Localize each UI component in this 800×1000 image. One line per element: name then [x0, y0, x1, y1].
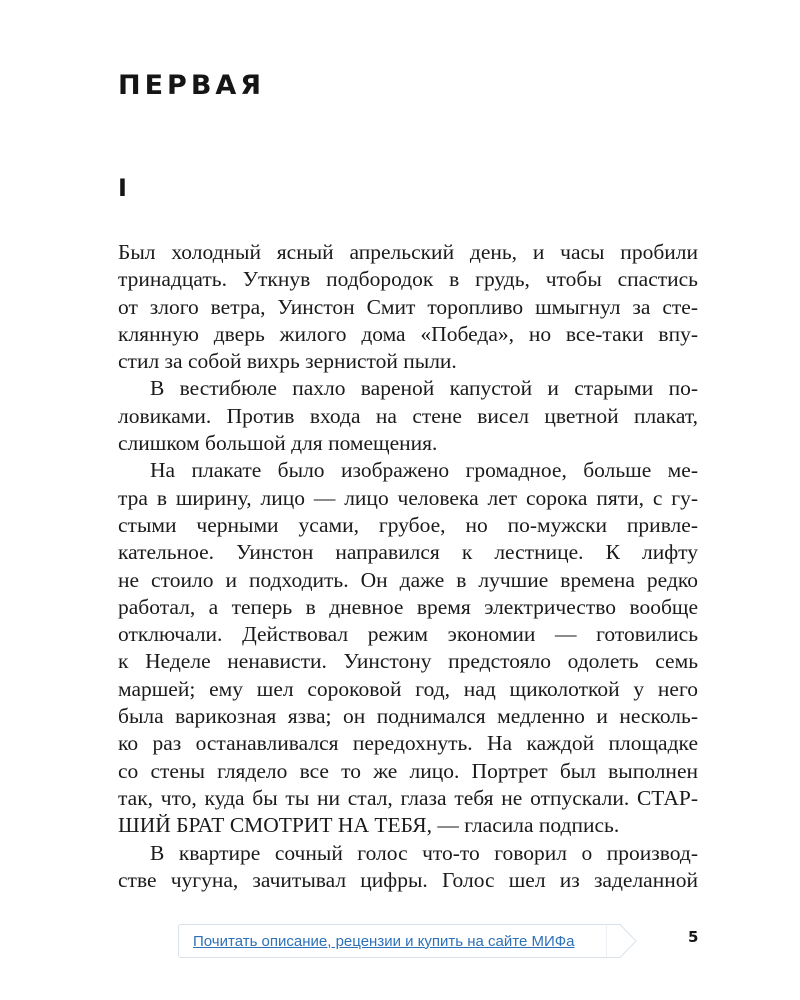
paragraph-1: [118, 239, 698, 375]
text-line: стил за собой вихрь зернистой пыли.: [118, 349, 457, 374]
text-line: не стоило и подходить. Он даже в лучшие времена редко: [118, 567, 698, 592]
text-line: На плакате было изображено громадное, больше ме-: [150, 458, 698, 483]
paragraph-3: [118, 457, 698, 839]
text-line: В квартире сочный голос что-то говорил о производ-: [150, 840, 698, 865]
body-text: [118, 239, 698, 894]
text-line: маршей; ему шел сороковой год, над щиколоткой у него: [118, 676, 698, 701]
link-arrow-shape: [606, 924, 640, 958]
page-number: 5: [688, 928, 699, 946]
text-line: отключали. Действовал режим экономии — готовились: [118, 622, 698, 647]
chapter-number: I: [118, 174, 127, 202]
text-line: слишком большой для помещения.: [118, 431, 438, 456]
text-line: тринадцать. Уткнув подбородок в грудь, чтобы спастись: [118, 267, 698, 292]
paragraph-2: [118, 375, 698, 457]
text-line: так, что, куда бы ты ни стал, глаза тебя не отпускали. СТАР-: [118, 785, 698, 810]
chevron-right-icon[interactable]: [606, 924, 640, 958]
text-line: В вестибюле пахло вареной капустой и старыми по-: [150, 376, 698, 401]
text-line: к Неделе ненависти. Уинстону предстояло одолеть семь: [118, 649, 698, 674]
text-line: стыми черными усами, грубое, но по-мужски привле-: [118, 512, 698, 537]
text-line: ко раз останавливался передохнуть. На каждой площадке: [118, 731, 698, 756]
paragraph-4: [118, 840, 698, 895]
text-line: стве чугуна, зачитывал цифры. Голос шел из заделанной: [118, 867, 698, 892]
text-line: кательное. Уинстон направился к лестнице. К лифту: [118, 540, 698, 565]
text-line: ловиками. Против входа на стене висел цветной плакат,: [118, 403, 698, 428]
text-line: была варикозная язва; он поднимался медленно и несколь-: [118, 704, 698, 729]
text-line: тра в ширину, лицо — лицо человека лет сорока пяти, с гу-: [118, 485, 698, 510]
text-line: от злого ветра, Уинстон Смит торопливо шмыгнул за сте-: [118, 294, 698, 319]
text-line: работал, а теперь в дневное время электричество вообще: [118, 594, 698, 619]
buy-on-mif-link[interactable]: Почитать описание, рецензии и купить на сайте МИФа: [178, 924, 621, 958]
text-line: ШИЙ БРАТ СМОТРИТ НА ТЕБЯ, — гласила подпись.: [118, 813, 620, 838]
text-line: со стены глядело все то же лицо. Портрет был выполнен: [118, 758, 698, 783]
part-title: ПЕРВАЯ: [118, 70, 266, 101]
text-line: Был холодный ясный апрельский день, и часы пробили: [118, 240, 698, 264]
text-line: клянную дверь жилого дома «Победа», но все-таки впу-: [118, 321, 698, 346]
